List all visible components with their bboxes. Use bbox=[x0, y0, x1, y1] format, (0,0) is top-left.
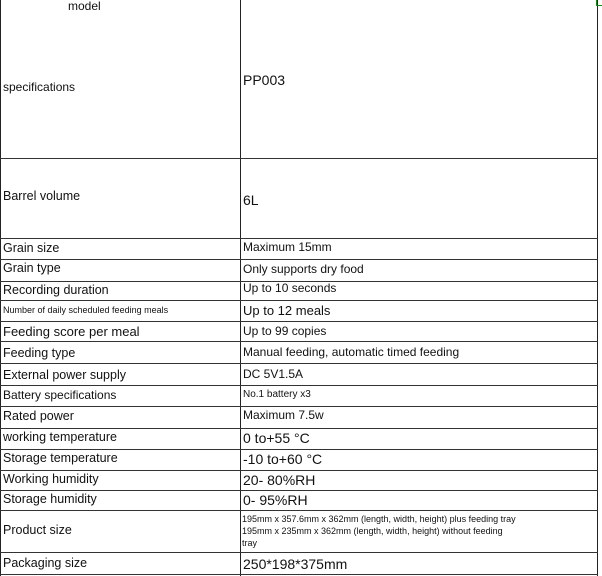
value-product-size-line-2: 195mm x 235mm x 362mm (length, width, height) without feeding bbox=[242, 526, 503, 536]
value-working-humidity: 20- 80%RH bbox=[243, 472, 316, 488]
row-divider bbox=[0, 259, 598, 260]
label-storage-temperature: Storage temperature bbox=[3, 451, 118, 465]
label-battery: Battery specifications bbox=[3, 388, 117, 402]
label-external-power: External power supply bbox=[3, 368, 126, 382]
row-divider bbox=[0, 552, 598, 553]
value-recording-duration: Up to 10 seconds bbox=[243, 281, 337, 295]
row-divider bbox=[0, 158, 598, 159]
label-product-size: Product size bbox=[3, 523, 72, 537]
label-working-humidity: Working humidity bbox=[3, 472, 99, 486]
row-divider bbox=[0, 238, 598, 239]
label-feeding-type: Feeding type bbox=[3, 346, 76, 360]
value-battery: No.1 battery x3 bbox=[243, 389, 311, 400]
row-divider bbox=[0, 510, 598, 511]
label-daily-meals: Number of daily scheduled feeding meals bbox=[3, 305, 169, 315]
value-grain-type: Only supports dry food bbox=[243, 262, 364, 276]
value-packaging-size: 250*198*375mm bbox=[243, 556, 348, 572]
label-packaging-size: Packaging size bbox=[3, 556, 88, 570]
value-feeding-type: Manual feeding, automatic timed feeding bbox=[243, 345, 460, 359]
row-divider bbox=[0, 300, 598, 301]
label-storage-humidity: Storage humidity bbox=[3, 492, 97, 506]
label-recording-duration: Recording duration bbox=[3, 283, 109, 297]
row-divider bbox=[0, 490, 598, 491]
row-divider bbox=[0, 449, 598, 450]
label-grain-size: Grain size bbox=[3, 241, 60, 255]
row-divider bbox=[0, 385, 598, 386]
label-feeding-score: Feeding score per meal bbox=[3, 324, 140, 339]
label-working-temperature: working temperature bbox=[3, 430, 117, 444]
label-rated-power: Rated power bbox=[3, 409, 74, 423]
header-label: model bbox=[68, 0, 101, 13]
value-daily-meals: Up to 12 meals bbox=[243, 303, 331, 318]
row-divider bbox=[0, 363, 598, 364]
value-product-size-line-3: tray bbox=[242, 538, 258, 548]
value-grain-size: Maximum 15mm bbox=[243, 240, 332, 254]
value-product-size-line-1: 195mm x 357.6mm x 362mm (length, width, height) plus feeding tray bbox=[242, 514, 516, 524]
label-barrel-volume: Barrel volume bbox=[3, 189, 81, 203]
value-external-power: DC 5V1.5A bbox=[243, 367, 304, 381]
bottom-border bbox=[0, 574, 598, 575]
label-specifications: specifications bbox=[3, 80, 76, 94]
row-divider bbox=[0, 428, 598, 429]
corner-mark bbox=[596, 0, 602, 6]
row-divider bbox=[0, 341, 598, 342]
row-divider bbox=[0, 470, 598, 471]
label-grain-type: Grain type bbox=[3, 261, 61, 275]
value-working-temperature: 0 to+55 °C bbox=[243, 430, 310, 446]
value-storage-temperature: -10 to+60 °C bbox=[243, 451, 323, 467]
row-divider bbox=[0, 406, 598, 407]
row-divider bbox=[0, 321, 598, 322]
value-storage-humidity: 0- 95%RH bbox=[243, 492, 308, 508]
value-feeding-score: Up to 99 copies bbox=[243, 324, 327, 338]
value-specifications: PP003 bbox=[243, 72, 286, 88]
value-rated-power: Maximum 7.5w bbox=[243, 408, 324, 422]
value-barrel-volume: 6L bbox=[243, 192, 259, 208]
